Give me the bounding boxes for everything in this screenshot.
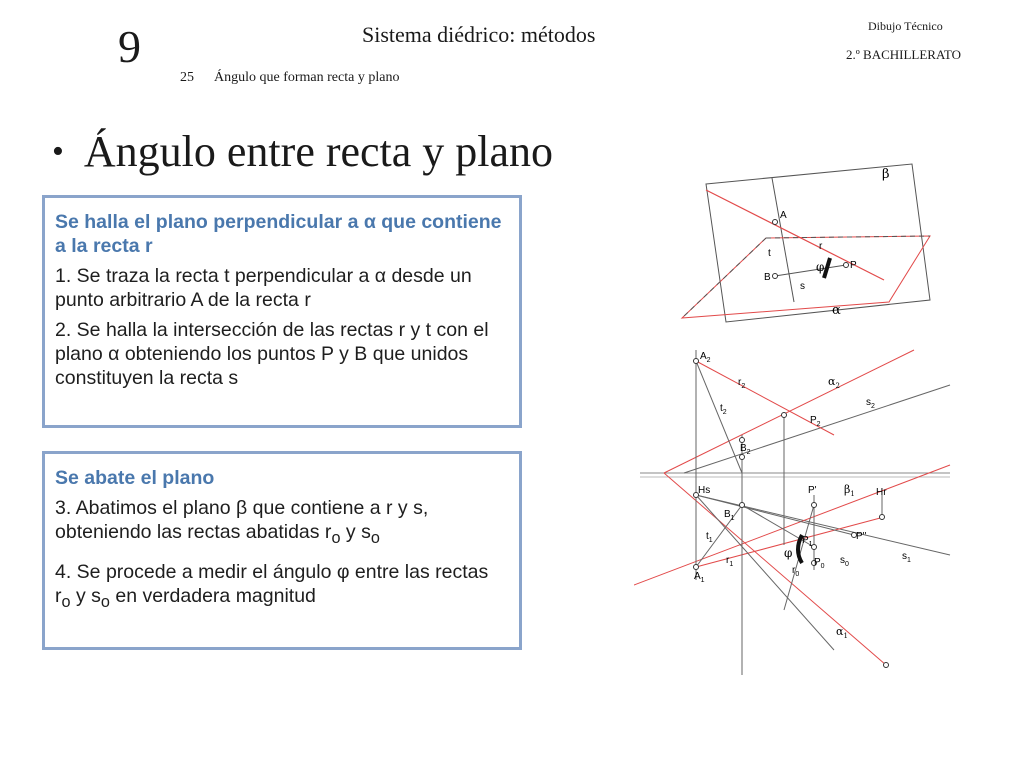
box2-step-4: 4. Se procede a medir el ángulo φ entre las rectas $r_o$ y $s_o$ en verdadera magnitud [55, 560, 489, 611]
label-Hs: Hs [698, 485, 711, 496]
box1-heading: Se halla el plano perpendicular a α que contiene a la recta r [55, 211, 502, 257]
label-B-3d: B [764, 272, 771, 283]
label-alpha-3d: α [832, 303, 841, 318]
subject-label: Dibujo Técnico [868, 19, 943, 33]
label-s-3d: s [800, 281, 805, 292]
label-t1: $t_1$ [706, 531, 713, 544]
label-t-3d: t [768, 248, 771, 259]
slide-heading [52, 126, 553, 177]
t2-line [696, 361, 742, 473]
label-B1: $B_1$ [724, 509, 735, 522]
label-P2: $P_2$ [810, 415, 821, 428]
label-s0: $s_0$ [840, 555, 849, 568]
box1-step-1: 1. Se traza la recta t perpendicular a α desde un punto arbitrario A de la recta r [55, 265, 472, 311]
diagram-3d [682, 164, 930, 322]
label-P1: $P_1$ [802, 535, 813, 548]
unit-title: Sistema diédrico: métodos [362, 22, 596, 47]
label-beta1: $\beta_1$ [844, 483, 855, 498]
label-A2: $A_2$ [700, 351, 711, 364]
point-B-3d [773, 274, 778, 279]
box2-heading: Se abate el plano [55, 467, 215, 489]
label-beta: β [882, 167, 890, 182]
geometry-diagram [634, 150, 956, 680]
label-s2: $s_2$ [866, 397, 875, 410]
point-A-3d [773, 220, 778, 225]
r-line-3d [706, 190, 884, 280]
level-label: 2.º BACHILLERATO [846, 47, 962, 62]
slide-heading-text: Ángulo entre recta y plano [83, 127, 554, 176]
label-Pprime: P' [808, 485, 817, 496]
label-phi-3d: φ [816, 260, 825, 274]
alpha2-trace [664, 350, 914, 473]
s1-line [696, 495, 950, 555]
label-t2: $t_2$ [720, 403, 727, 416]
label-r0: $r_0$ [792, 565, 800, 578]
label-phi-2d: φ [784, 546, 793, 560]
label-r1: $r_1$ [726, 555, 734, 568]
subsection-number: 25 [180, 70, 194, 85]
label-r-3d: r [819, 241, 823, 252]
s-line-3d [775, 265, 846, 276]
label-alpha1: $\alpha_1$ [836, 625, 848, 640]
method-box-rabatment [42, 451, 522, 650]
diagram-2d [634, 350, 950, 675]
label-P0: $P_0$ [814, 557, 825, 570]
subsection-title: Ángulo que forman recta y plano [214, 70, 400, 85]
box1-step-2: 2. Se halla la intersección de las rectas r y t con el plano α obteniendo los puntos P y B que unidos constituyen la recta s [55, 319, 489, 389]
label-B2: $B_2$ [740, 443, 751, 456]
label-Pdouble: P'' [856, 531, 867, 542]
label-r2: $r_2$ [738, 377, 746, 390]
label-Hr: Hr [876, 487, 887, 498]
label-s1: $s_1$ [902, 551, 911, 564]
method-box-perpendicular-plane [42, 195, 522, 428]
point-P-3d [844, 263, 849, 268]
label-A-3d: A [780, 210, 787, 221]
unit-number: 9 [118, 21, 141, 72]
label-alpha2: $\alpha_2$ [828, 375, 840, 390]
label-A1: $A_1$ [694, 571, 705, 584]
box2-step-3: 3. Abatimos el plano β que contiene a r y s, obteniendo las rectas abatidas $r_o$ y $s_o$ [55, 497, 429, 547]
t-line-3d [772, 178, 794, 302]
label-P-3d: P [850, 260, 857, 271]
beta-plane [706, 164, 930, 322]
bullet-icon: • [52, 132, 64, 170]
t1-line [696, 505, 742, 567]
